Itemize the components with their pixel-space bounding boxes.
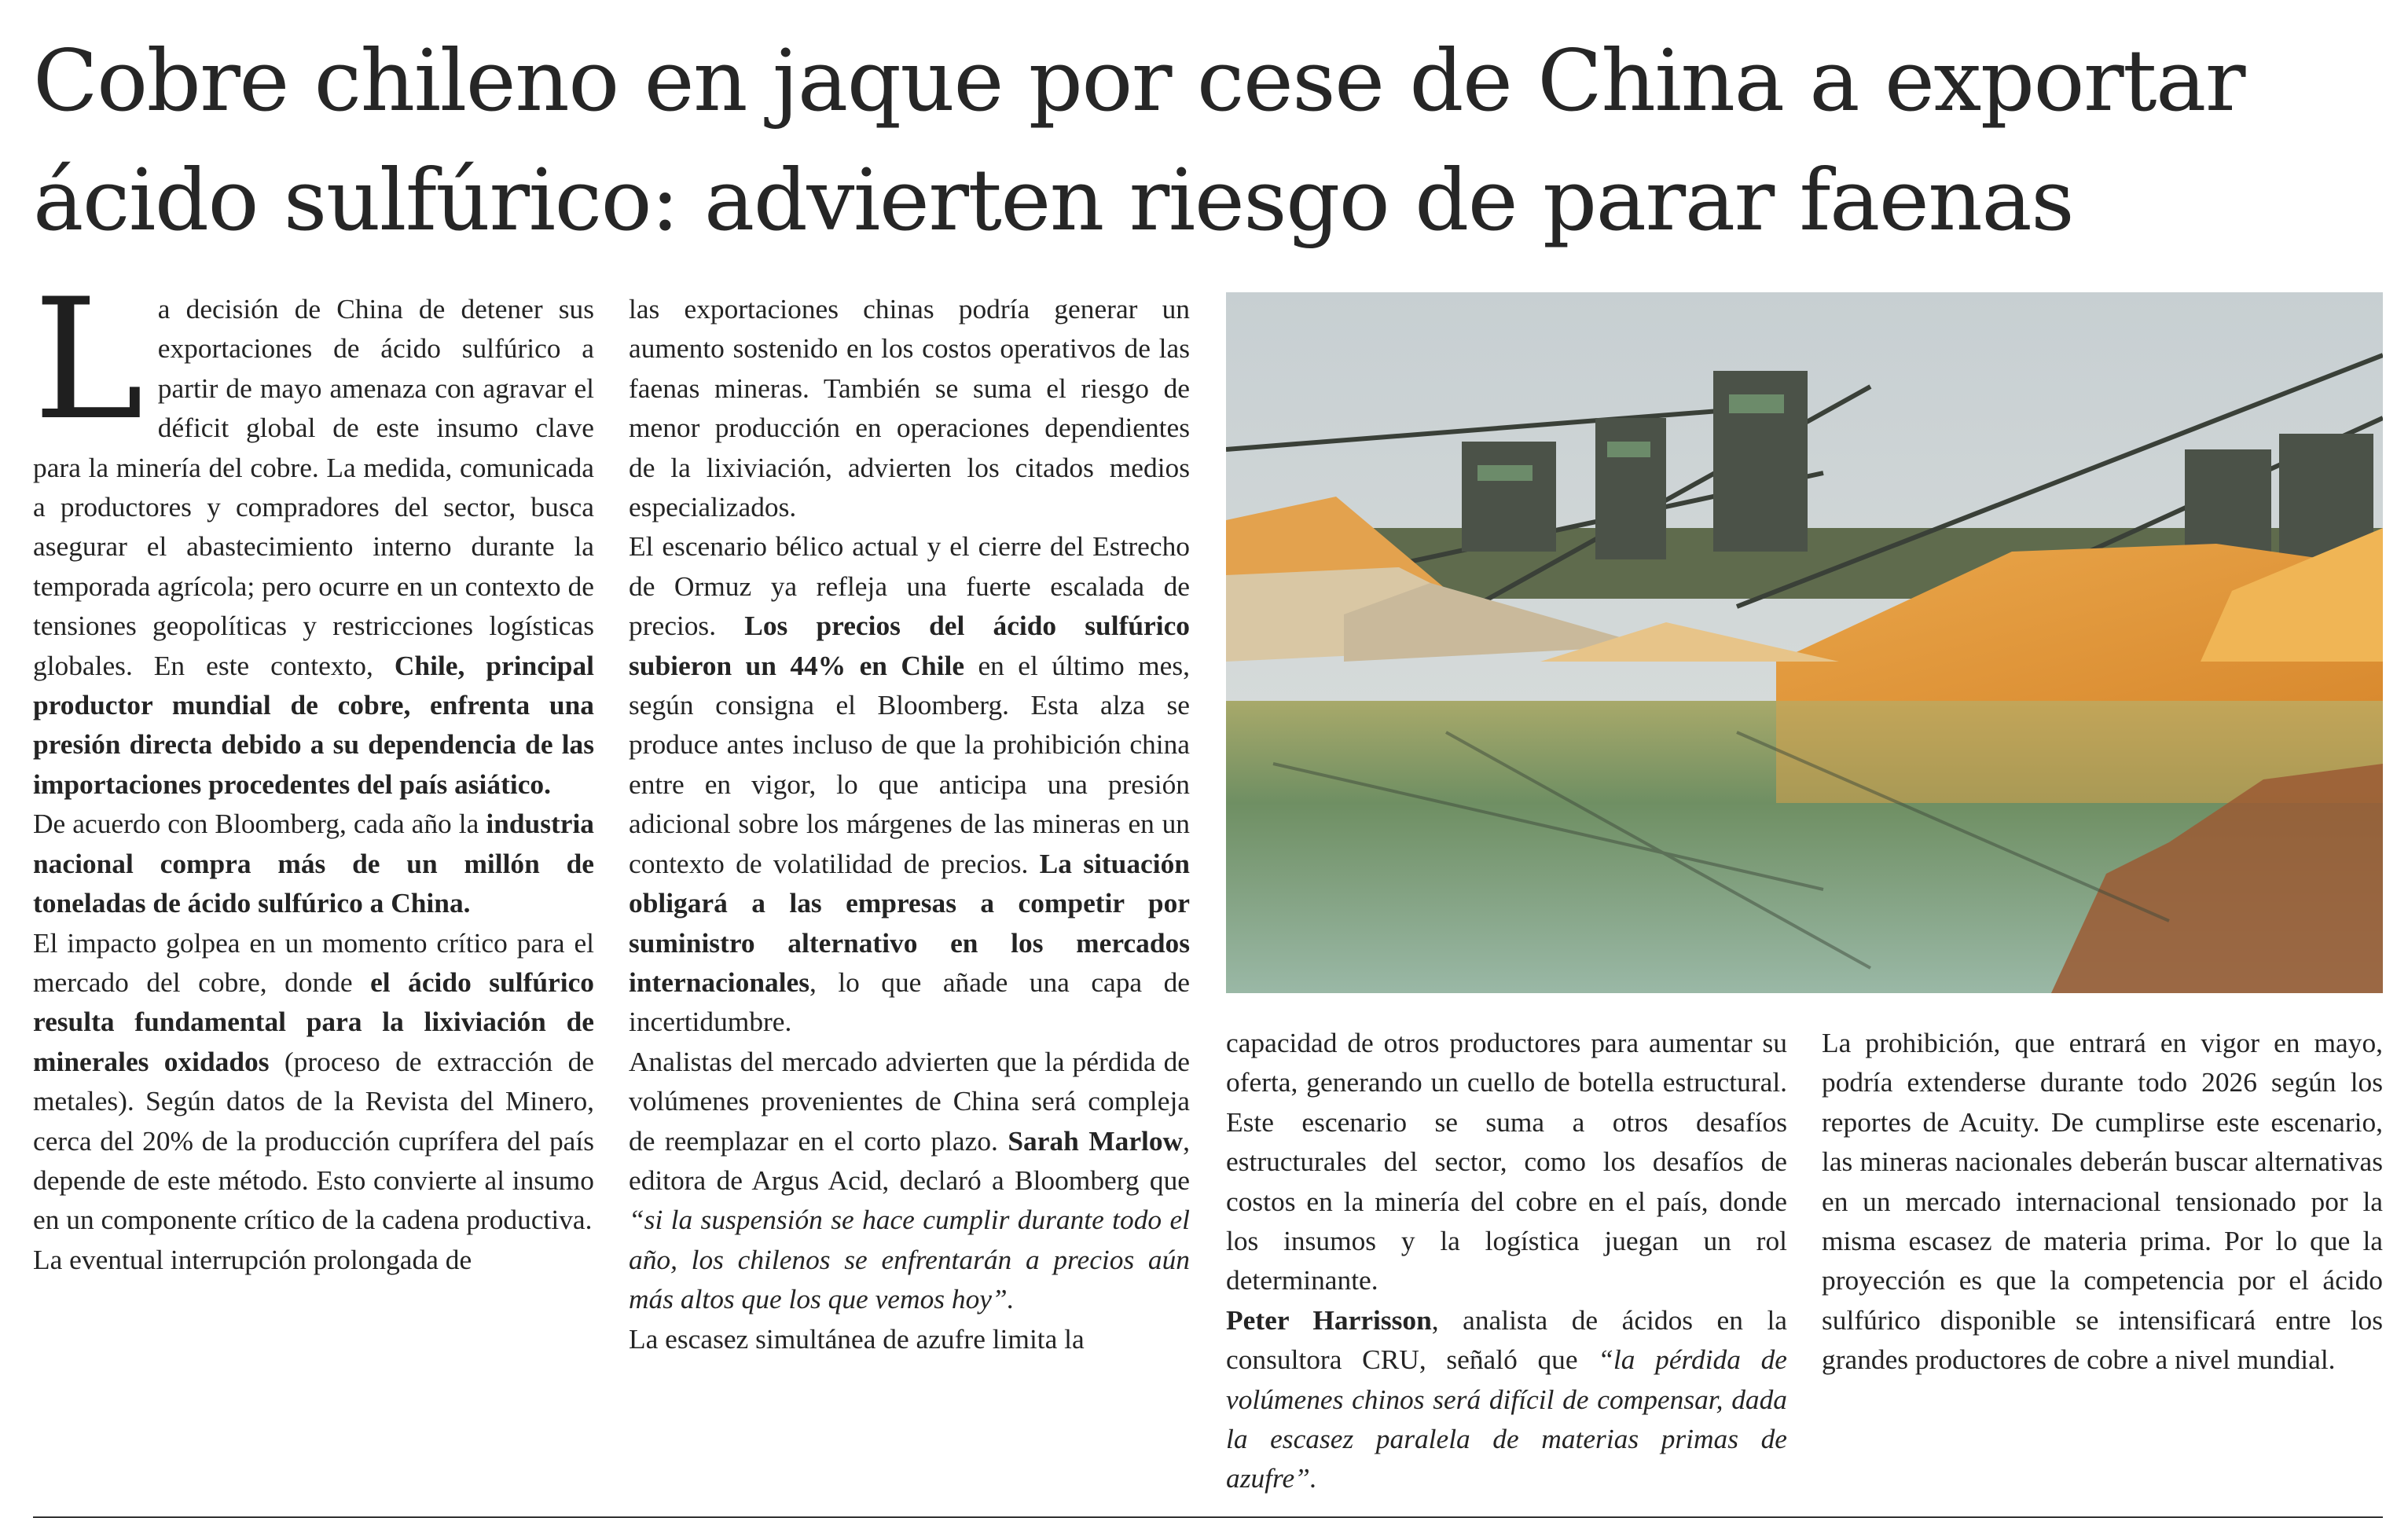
text-run: El escenario bélico actual y el cierre del Estrecho de Ormuz ya refleja una fuerte escalada de precios. [629, 530, 1190, 642]
column-2 [629, 289, 1190, 1358]
text-run: El impacto golpea en un momento crítico para el mercado del cobre, donde [33, 926, 594, 998]
paragraph-1: las exportaciones chinas podría generar un aumento sostenido en los costos operativos de las faenas mineras. También se suma el riesgo de menor producción en operaciones dependientes de la lixiviación, advierten los citados medios especializados. [629, 293, 1190, 523]
text-run: , lo que añade una capa de incertidumbre. [629, 966, 1190, 1038]
text-run: a decisión de China de detener sus exportaciones de ácido sulfúrico a partir de mayo amenaza con agravar el déficit global de este insumo clave para la minería del cobre. La medida, comunicada a productores y compradores del sector, busca asegurar el abastecimiento interno durante la temporada agrícola; pero ocurre en un contexto de tensiones geopolíticas y restricciones logísticas globales. En este contexto, [33, 293, 594, 681]
bold-text: Chile, principal productor mundial de cobre, enfrenta una presión directa debido a su dependencia de las importaciones procedentes del país asiático. [33, 649, 595, 800]
bold-text: industria nacional compra más de un millón de toneladas de ácido sulfúrico a China. [33, 808, 594, 919]
paragraph-4: La escasez simultánea de azufre limita la [629, 1322, 1085, 1355]
text-run: , analista de ácidos en la consultora CRU, señaló que [1226, 1304, 1788, 1376]
bold-text: Peter Harrisson [1226, 1304, 1432, 1336]
italic-quote: “si la suspensión se hace cumplir durante todo el año, los chilenos se enfrentarán a precios aún más altos que los que vemos hoy”. [629, 1204, 1190, 1315]
drop-cap: L [33, 262, 144, 456]
bold-text: La situación obligará a las empresas a competir por suministro alternativo en los mercados internacionales [629, 847, 1190, 998]
paragraph-3 [33, 923, 594, 1240]
mining-plant-photo [1226, 292, 2383, 993]
text-run: , editora de Argus Acid, declaró a Bloomberg que [629, 1124, 1190, 1196]
text-run: Analistas del mercado advierten que la pérdida de volúmenes provenientes de China será compleja de reemplazar en el corto plazo. [629, 1045, 1190, 1157]
paragraph-2 [33, 804, 594, 922]
paragraph-1: La prohibición, que entrará en vigor en mayo, podría extenderse durante todo 2026 según los reportes de Acuity. De cumplirse este escenario, las mineras nacionales deberán buscar alternativas en un mercado internacional tensionado por la misma escasez de materia prima. Por lo que la proyección es que la competencia por el ácido sulfúrico disponible se intensificará entre los grandes productores de cobre a nivel mundial. [1822, 1027, 2383, 1376]
text-run: en el último mes, según consigna el Bloomberg. Esta alza se produce antes incluso de que la prohibición china entre en vigor, lo que anticipa una presión adicional sobre los márgenes de las mineras en un contexto de volatilidad de precios. [629, 649, 1190, 879]
italic-quote: “la pérdida de volúmenes chinos será difícil de compensar, dada la escasez paralela de materias primas de azufre”. [1226, 1344, 1787, 1494]
photo-illustration [1226, 292, 2383, 993]
paragraph-4: La eventual interrupción prolongada de [33, 1243, 472, 1275]
headline: Cobre chileno en jaque por cese de China a exportar ácido sulfúrico: advierten riesgo de parar faenas [33, 32, 2245, 250]
paragraph-2 [629, 526, 1190, 1041]
column-1 [33, 262, 595, 1279]
bold-text: Sarah Marlow [1008, 1124, 1184, 1157]
bold-text: el ácido sulfúrico resulta fundamental para la lixiviación de minerales oxidados [33, 966, 594, 1077]
paragraph-1: capacidad de otros productores para aumentar su oferta, generando un cuello de botella estructural. Este escenario se suma a otros desafíos estructurales del sector, como los desafíos de costos en la minería del cobre en el país, donde los insumos y la logística juegan un rol determinante. [1226, 1027, 1787, 1296]
column-4 [1822, 1023, 2383, 1380]
paragraph-2 [1226, 1300, 1787, 1498]
text-run: (proceso de extracción de metales). Según datos de la Revista del Minero, cerca del 20% de la producción cuprífera del país depende de este método. Esto convierte al insumo en un componente crítico de la cadena productiva. [33, 1045, 594, 1236]
bold-text: Los precios del ácido sulfúrico subieron un 44% en Chile [629, 610, 1190, 681]
paragraph-1 [33, 262, 595, 804]
paragraph-3 [629, 1042, 1190, 1319]
column-3 [1226, 1023, 1787, 1498]
text-run: De acuerdo con Bloomberg, cada año la [33, 808, 486, 840]
